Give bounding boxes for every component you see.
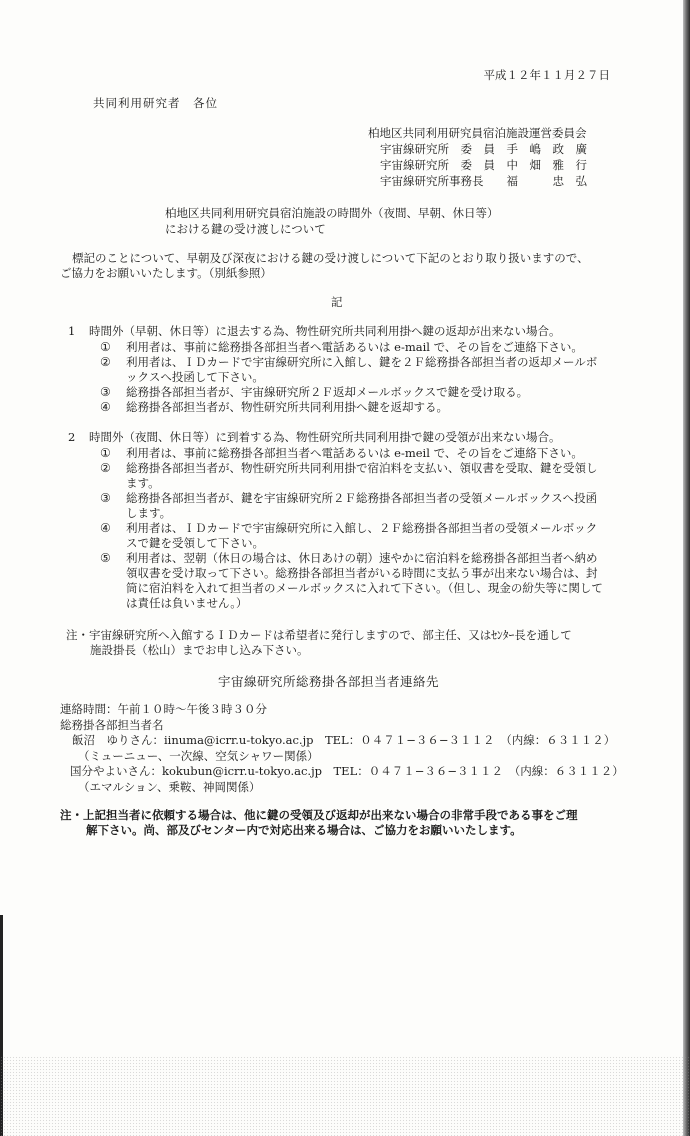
addressee: 共同利用研究者 各位 [93, 96, 218, 110]
section-heading-text: 時間外（夜間、休日等）に到着する為、物性研究所共同利用掛で鍵の受領が出来ない場合。 [89, 430, 561, 444]
list-item [68, 340, 608, 355]
contact-person-iinuma-role: （ミューニュー、一次線、空気シャワー関係） [78, 748, 319, 763]
section-heading-text: 時間外（早朝、休日等）に退去する為、物性研究所共同利用掛へ鍵の返却が出来ない場合。 [89, 324, 561, 338]
item-marker: ④ [100, 400, 111, 414]
emergency-note [60, 808, 620, 838]
sender-member-1: 宇宙線研究所 委 員 手 嶋 政 廣 [380, 142, 587, 156]
sender-member-2: 宇宙線研究所 委 員 中 畑 雅 行 [380, 158, 587, 172]
item-text: 総務掛各部担当者が、宇宙線研究所２Ｆ返却メールボックスで鍵を受け取る。 [126, 385, 529, 399]
document-date: 平成１２年１１月２７日 [483, 68, 610, 82]
item-text: 総務掛各部担当者が、物性研究所共同利用掛へ鍵を返却する。 [126, 400, 448, 414]
intro-line-1: 標記のことについて、早朝及び深夜における鍵の受け渡しについて下記のとおり取り扱いますので、 [72, 251, 589, 265]
contact-title: 宇宙線研究所総務掛各部担当者連絡先 [218, 674, 440, 689]
scan-edge-shadow [683, 0, 690, 1136]
item-marker: ⑤ [100, 551, 111, 565]
intro-line-2: ご協力をお願いいたします。（別紙参照） [60, 266, 272, 280]
item-marker: ③ [100, 491, 111, 505]
list-item [68, 521, 608, 551]
contact-label: 総務掛各部担当者名 [60, 717, 164, 732]
list-item [68, 385, 608, 400]
section-1-heading [68, 324, 608, 340]
list-item [68, 551, 608, 611]
item-marker: ① [100, 340, 111, 354]
item-text: 利用者は、事前に総務掛各部担当者へ電話あるいは e-meil で、その旨をご連絡下さい。 [126, 446, 583, 460]
contact-block [60, 702, 624, 795]
contact-person-kokubun-role: （エマルション、乗鞍、神岡関係） [78, 779, 261, 794]
section-2 [68, 430, 608, 611]
item-marker: ① [100, 446, 111, 460]
subject-line-2: における鍵の受け渡しについて [165, 222, 326, 236]
item-marker: ② [100, 461, 111, 475]
item-text: 利用者は、翌朝（休日の場合は、休日あけの朝）速やかに宿泊料を総務掛各部担当者へ納め領収書を受け取って下さい。総務掛各部担当者がいる時間に支払う事が出来ない場合は、封筒に宿泊料を入れて担当者のメールボックスに入れて下さい。（但し、現金の紛失等に関しては責任は負いません。） [126, 551, 603, 610]
sender-office-head: 宇宙線研究所事務長 福 忠 弘 [380, 174, 587, 188]
section-2-heading [68, 430, 608, 446]
sender-committee: 柏地区共同利用研究員宿泊施設運営委員会 [368, 126, 587, 140]
list-item [68, 446, 608, 461]
sender-block [368, 126, 587, 190]
item-text: 総務掛各部担当者が、鍵を宇宙線研究所２Ｆ総務掛各部担当者の受領メールボックスへ投函します。 [126, 491, 598, 520]
contact-hours: 連絡時間：午前１０時〜午後３時３０分 [60, 702, 267, 716]
list-item [68, 491, 608, 521]
emergency-note-line-2: 解下さい。尚、部及びセンター内で対応出来る場合は、ご協力をお願いいたします。 [86, 823, 522, 837]
id-card-note [66, 628, 611, 658]
intro-paragraph [60, 251, 620, 281]
item-marker: ③ [100, 385, 111, 399]
item-text: 利用者は、ＩＤカードで宇宙線研究所に入館し、鍵を２Ｆ総務掛各部担当者の返却メールボックスへ投函して下さい。 [126, 355, 598, 384]
section-number: 1 [68, 324, 76, 338]
contact-person-iinuma: 飯沼 ゆりさん：iinuma@icrr.u-tokyo.ac.jp TEL：０４７１−３６−３１１２ （内線：６３１１２） [72, 733, 616, 747]
section-1 [68, 324, 608, 415]
subject [165, 206, 499, 238]
item-text: 利用者は、ＩＤカードで宇宙線研究所に入館し、２Ｆ総務掛各部担当者の受領メールボックスで鍵を受領して下さい。 [126, 521, 598, 550]
contact-person-kokubun: 国分やよいさん：kokubun@icrr.u-tokyo.ac.jp TEL：０４７１−３６−３１１２ （内線：６３１１２） [70, 764, 624, 778]
ki-heading: 記 [331, 295, 343, 309]
id-card-note-line-2: 施設掛長（松山）までお申し込み下さい。 [90, 643, 309, 657]
id-card-note-line-1: 注・宇宙線研究所へ入館するＩＤカードは希望者に発行しますので、部主任、又はｾﾝﾀｰ長を通して [66, 628, 572, 642]
item-text: 利用者は、事前に総務掛各部担当者へ電話あるいは e-mail で、その旨をご連絡下さい。 [126, 340, 583, 354]
list-item [68, 400, 608, 415]
scan-noise [0, 1056, 690, 1136]
emergency-note-line-1: 注・上記担当者に依頼する場合は、他に鍵の受領及び返却が出来ない場合の非常手段である事をご理 [60, 808, 578, 822]
item-marker: ④ [100, 521, 111, 535]
subject-line-1: 柏地区共同利用研究員宿泊施設の時間外（夜間、早朝、休日等） [165, 206, 499, 220]
section-number: 2 [68, 430, 76, 444]
item-text: 総務掛各部担当者が、物性研究所共同利用掛で宿泊料を支払い、領収書を受取、鍵を受領します。 [126, 461, 598, 490]
list-item [68, 461, 608, 491]
list-item [68, 355, 608, 385]
item-marker: ② [100, 355, 111, 369]
